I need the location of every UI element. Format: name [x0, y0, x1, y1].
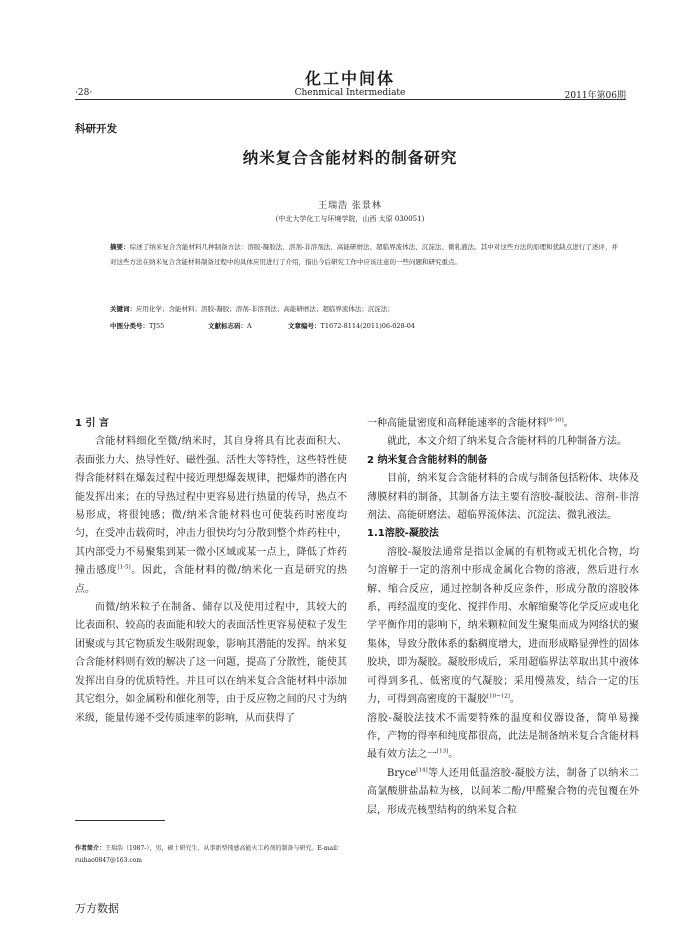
sol-gel-paragraph-1: 溶胶-凝胶法通常是指以金属的有机物或无机化合物，均匀溶解于一定的溶剂中形成金属化合物的溶液，然后进行水解、缩合反应，通过控制各种反应条件，形成分散的溶胶体系，再经温度的变化、搅拌作用、水解缩聚等化学反应或电化学平衡作用的影响下，纳米颗粒间发生聚集而成为网络状的聚集体，导致分散体系的黏稠度增大，进而形成略显弹性的固体胶块，即为凝胶。凝胶形成后，采用超临界法萃取出其中液体可得到多孔、低密度的气凝胶；采用慢蒸发，结合一定的压力，可得到高密度的干凝胶[10~12]。 [367, 546, 639, 706]
citation: [13] [437, 748, 449, 755]
subsection-heading-sol-gel: 1.1溶胶-凝胶法 [367, 528, 439, 540]
abstract [110, 240, 618, 270]
paper-title: 纳米复合含能材料的制备研究 [242, 149, 458, 167]
clc-value: TJ55 [149, 322, 165, 330]
preparation-paragraph: 目前，纳米复合含能材料的合成与制备包括粉体、块体及薄膜材料的制备，其制备方法主要有溶胶-凝胶法、溶剂-非溶剂法、高能研磨法、超临界流体法、沉淀法、微乳液法。 [367, 473, 639, 522]
authors: 王瑞浩 张景林 [318, 201, 382, 211]
author-footnote [75, 843, 347, 867]
citation: [14] [416, 767, 428, 774]
header-rule [75, 99, 626, 100]
intro-paragraph-2-cont: 一种高能量密度和高释能速率的含能材料[6-10]。 [367, 417, 574, 429]
section-label: 科研开发 [75, 123, 117, 135]
section-heading-intro: 1 引 言 [75, 418, 109, 429]
clc-label: 中图分类号： [110, 322, 149, 330]
keywords-label: 关键词： [110, 305, 136, 313]
intro-paragraph-2: 而微/纳米粒子在制备、储存以及使用过程中，其较大的比表面积、较高的表面能和较大的表面活性更容易使粒子发生团聚或与其它物质发生吸附现象，影响其潜能的发挥。纳米复合含能材料则有效的解决了这一问题，提高了分散性，能使其发挥出自身的优质特性。并且可以在纳米复合含能材料中添加其它组分，如金属粉和催化剂等，由于反应物之间的尺寸为纳米级，能量传递不受传质速率的影响，从而获得了 [75, 602, 347, 724]
citation: [1-5] [117, 564, 131, 571]
clc-number [110, 321, 164, 330]
sol-gel-paragraph-2: 溶胶-凝胶法技术不需要特殊的温度和仪器设备，简单易操作，产物的得率和纯度都很高，此法是制备纳米复合含能材料最有效方法之一[13]。 [367, 712, 639, 761]
citation: [10~12] [487, 693, 510, 700]
wanfang-watermark: 万方数据 [75, 902, 119, 915]
keywords-text: 应用化学；含能材料；溶胶-凝胶；溶剂-非溶剂法；高能研磨法；超临界流体法；沉淀法； [136, 305, 394, 313]
article-id-value: T1672-8114(2011)06-028-04 [320, 322, 416, 330]
article-id-label: 文章编号： [288, 322, 321, 330]
abstract-label: 摘要： [110, 243, 130, 251]
page-number: ·28· [75, 88, 93, 98]
doc-code [208, 321, 252, 330]
section-heading-preparation: 2 纳米复合含能材料的制备 [367, 454, 488, 466]
affiliation: (中北大学化工与环境学院，山西 太原 030051) [275, 215, 425, 223]
issue-label: 2011年第06期 [564, 91, 626, 101]
article-id [288, 321, 415, 330]
left-column [75, 415, 347, 728]
journal-name: 化工中间体 [304, 69, 395, 88]
footnote-label: 作者简介： [75, 845, 106, 852]
intro-paragraph-1: 含能材料细化至微/纳米时，其自身将具有比表面积大、表面张力大、热导性好、磁性强、活性大等特性，这些特性使得含能材料在爆轰过程中接近理想爆轰规律，把爆炸的潜在内能发挥出来；在的导热过程中更容易进行热量的传导，热点不易形成，将很钝感；微/纳米含能材料也可使装药时密度均匀，在受冲击载荷时，冲击力很快均匀分散到整个炸药柱中，其内部受力不易聚集到某一微小区域或某一点上，降低了炸药撞击感度[1-5]。因此，含能材料的微/纳米化一直是研究的热点。 [75, 436, 348, 595]
journal-subtitle: Chenmical Intermediate [294, 88, 406, 98]
abstract-text: 综述了纳米复合含能材料几种制备方法：溶胶-凝胶法、溶剂-非溶剂法、高能研磨法、超临界流体法、沉淀法、微乳液法。其中对这些方法的原理和优缺点进行了述评，并对这些方法在纳米复合含能材料制备过程中的具体应用进行了介绍，指出今后研究工作中应该注意的一些问题和研究重点。 [110, 243, 618, 266]
doc-value: A [247, 322, 252, 330]
keywords [110, 304, 630, 313]
intro-paragraph-3: 就此，本文介绍了纳米复合含能材料的几种制备方法。 [387, 436, 627, 448]
footnote-rule [75, 820, 165, 821]
doc-label: 文献标志码： [208, 322, 247, 330]
right-column [367, 415, 639, 820]
footnote-text: 王瑞浩（1987-），男，硕士研究生，从事新型钝感高能火工药剂的制备与研究。E-mail：ruihao0847@163.com [75, 845, 343, 864]
sol-gel-paragraph-3: Bryce[14]等人还用低温溶胶-凝胶方法，制备了以纳米二高氯酸肼盐晶粒为核，以间苯二酚/甲醛聚合物的壳包覆在外层，形成壳核型结构的纳米复合粒 [367, 767, 639, 816]
citation: [6-10] [547, 417, 564, 424]
